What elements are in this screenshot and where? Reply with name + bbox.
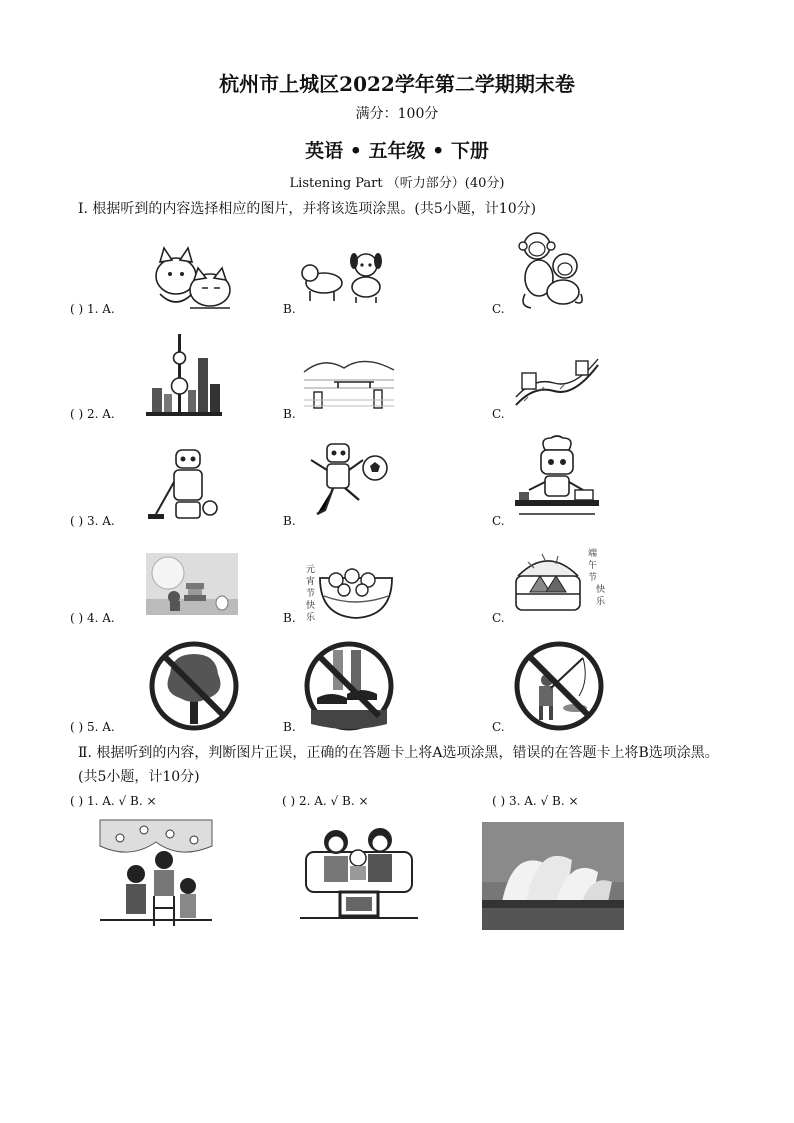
total-score: 满分：100分 xyxy=(355,106,439,122)
great-wall-icon[interactable] xyxy=(514,355,600,409)
svg-text:元: 元 xyxy=(306,565,316,575)
svg-text:端: 端 xyxy=(588,549,598,559)
robot-football-icon[interactable] xyxy=(305,440,391,520)
q3-option-b[interactable]: B. xyxy=(283,514,296,528)
tf3-label[interactable]: ( ) 3. A. √ B. × xyxy=(492,794,579,808)
q2-label: ( ) 2. A. xyxy=(70,407,115,421)
section2-instruction: Ⅱ. 根据听到的内容，判断图片正误，正确的在答题卡上将A选项涂黑，错误的在答题卡上将B选项涂黑。(共5小题，计10分) xyxy=(78,745,719,785)
subject-title: 英语 • 五年级 • 下册 xyxy=(305,140,489,162)
svg-text:宵: 宵 xyxy=(306,577,316,587)
svg-text:快: 快 xyxy=(596,585,606,595)
q3-option-c[interactable]: C. xyxy=(492,514,505,528)
family-tv-icon xyxy=(300,822,418,928)
q1-option-c[interactable]: C. xyxy=(492,302,505,316)
dogs-icon[interactable] xyxy=(300,245,392,307)
svg-text:快: 快 xyxy=(306,601,316,611)
zongzi-icon[interactable] xyxy=(512,546,604,618)
tf1-label[interactable]: ( ) 1. A. √ B. × xyxy=(70,794,157,808)
west-lake-icon[interactable] xyxy=(304,352,394,412)
q5-option-b[interactable]: B. xyxy=(283,720,296,734)
svg-text:乐: 乐 xyxy=(306,613,316,623)
tf2-label[interactable]: ( ) 2. A. √ B. × xyxy=(282,794,369,808)
q4-label: ( ) 4. A. xyxy=(70,611,115,625)
part-title: Listening Part （听力部分）(40分) xyxy=(289,176,505,191)
mid-autumn-icon[interactable] xyxy=(146,553,238,615)
q2-option-b[interactable]: B. xyxy=(283,407,296,421)
svg-text:午: 午 xyxy=(588,561,598,571)
section1-instruction: Ⅰ. 根据听到的内容选择相应的图片，并将该选项涂黑。(共5小题，计10分) xyxy=(78,201,537,217)
cats-icon[interactable] xyxy=(146,240,238,310)
shanghai-tower-icon[interactable] xyxy=(146,328,222,416)
q1-label: ( ) 1. A. xyxy=(70,302,115,316)
svg-text:节: 节 xyxy=(306,589,316,599)
q1-option-b[interactable]: B. xyxy=(283,302,296,316)
robot-vacuum-icon[interactable] xyxy=(146,446,222,524)
page-title: 杭州市上城区2022学年第二学期期末卷 xyxy=(219,72,575,96)
q4-option-b[interactable]: B. xyxy=(283,611,296,625)
q5-label: ( ) 5. A. xyxy=(70,720,115,734)
no-stepping-grass-icon[interactable] xyxy=(303,640,395,732)
monkeys-icon[interactable] xyxy=(515,228,587,310)
picking-fruit-icon xyxy=(100,820,212,934)
no-fishing-icon[interactable] xyxy=(513,640,605,732)
svg-text:节: 节 xyxy=(588,573,598,583)
svg-text:乐: 乐 xyxy=(596,597,606,607)
q2-option-c[interactable]: C. xyxy=(492,407,505,421)
tangyuan-bowl-icon[interactable] xyxy=(304,560,396,623)
sydney-opera-house-icon xyxy=(482,822,624,934)
q4-option-c[interactable]: C. xyxy=(492,611,505,625)
robot-chef-icon[interactable] xyxy=(515,434,599,520)
q5-option-c[interactable]: C. xyxy=(492,720,505,734)
no-tree-cutting-icon[interactable] xyxy=(148,640,240,732)
q3-label: ( ) 3. A. xyxy=(70,514,115,528)
